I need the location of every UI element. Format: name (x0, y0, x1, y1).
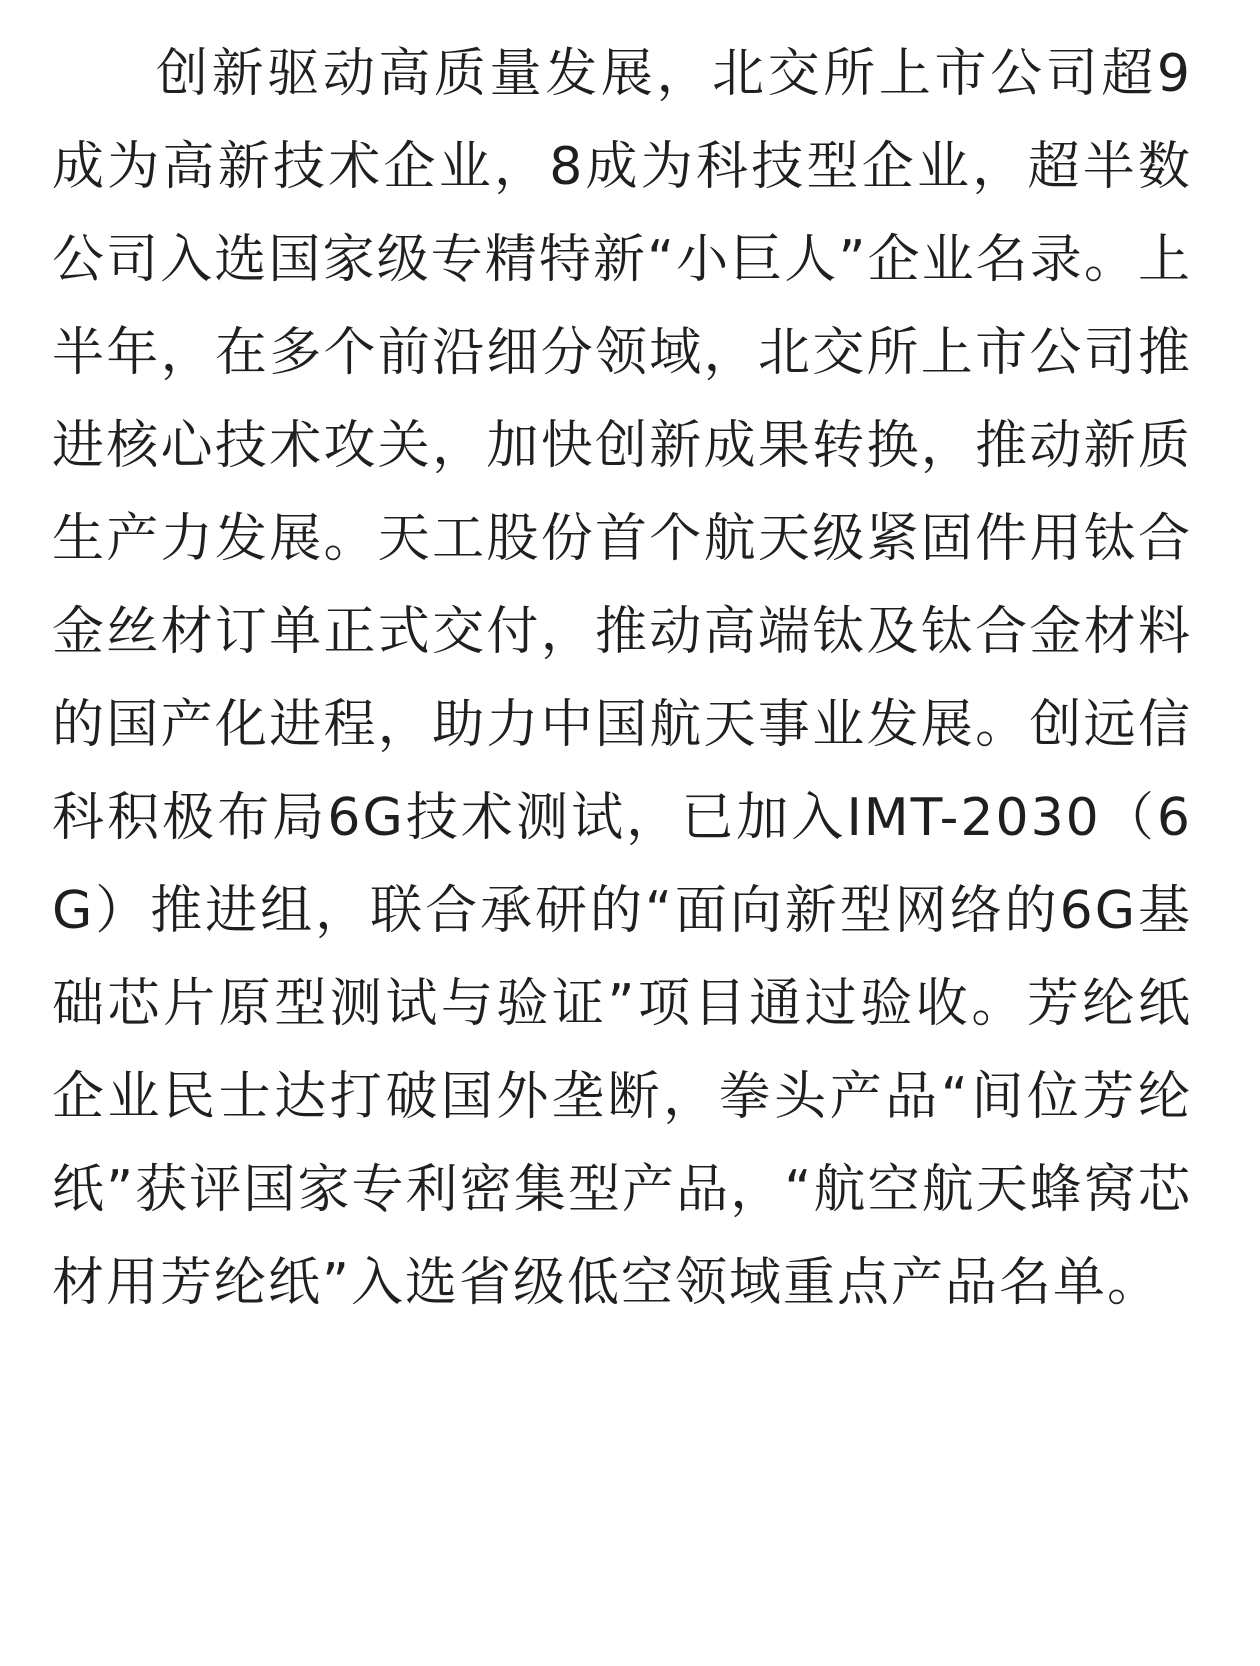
article-paragraph: 创新驱动高质量发展，北交所上市公司超9成为高新技术企业，8成为科技型企业，超半数公司入选国家级专精特新“小巨人”企业名录。上半年，在多个前沿细分领域，北交所上市公司推进核心技术攻关，加快创新成果转换，推动新质生产力发展。天工股份首个航天级紧固件用钛合金丝材订单正式交付，推动高端钛及钛合金材料的国产化进程，助力中国航天事业发展。创远信科积极布局6G技术测试，已加入IMT-2030（6G）推进组，联合承研的“面向新型网络的6G基础芯片原型测试与验证”项目通过验收。芳纶纸企业民士达打破国外垄断，拳头产品“间位芳纶纸”获评国家专利密集型产品，“航空航天蜂窝芯材用芳纶纸”入选省级低空领域重点产品名单。 (52, 44, 1192, 1313)
article-body (52, 28, 1192, 1330)
